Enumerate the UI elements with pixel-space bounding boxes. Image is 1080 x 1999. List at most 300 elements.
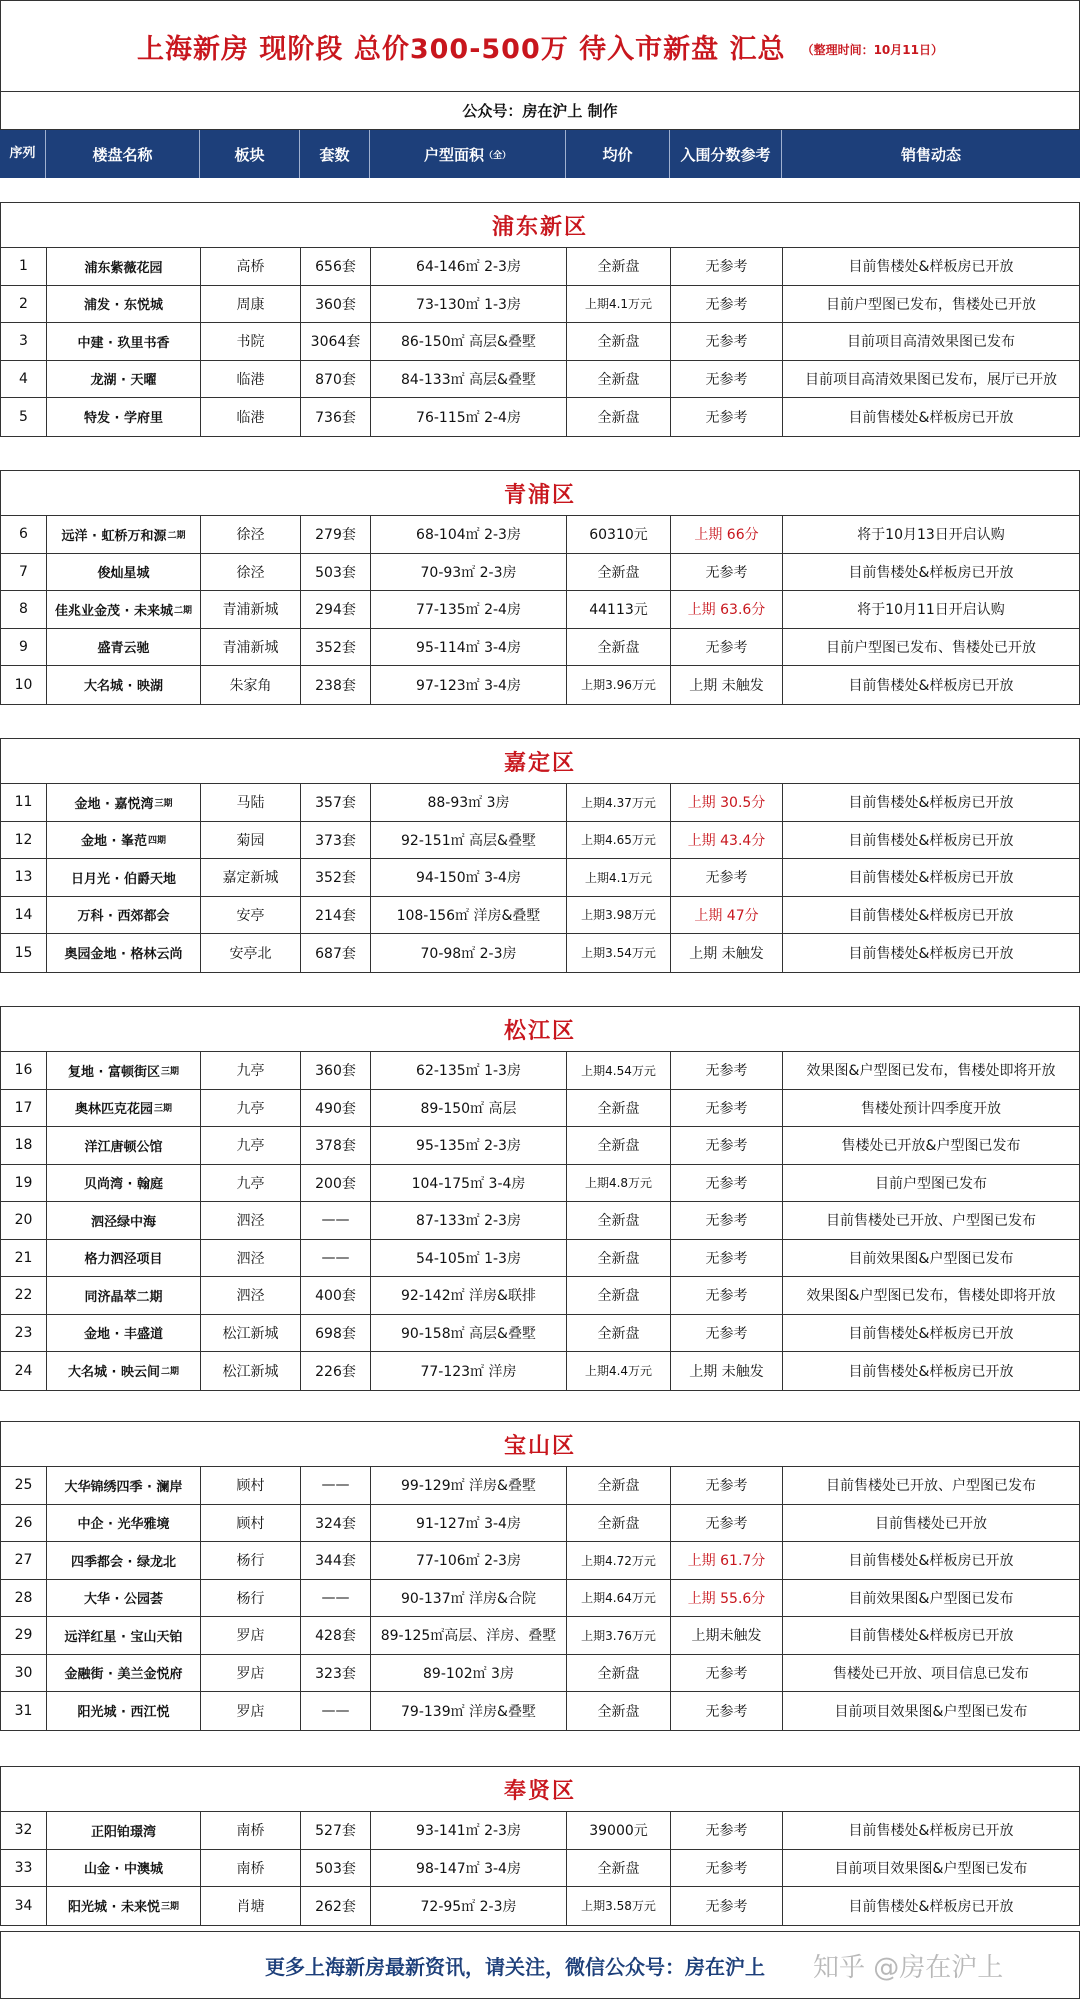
cell-score: 上期 66分: [671, 516, 783, 553]
cell-layout: 95-114㎡ 3-4房: [371, 629, 567, 666]
cell-area: 罗店: [201, 1655, 301, 1692]
project-name: 大名城 · 映云间: [67, 1365, 160, 1381]
cell-status: 目前效果图&户型图已发布: [848, 1250, 1014, 1267]
cell-name: [47, 1090, 201, 1127]
cell-area: 安亭: [201, 897, 301, 934]
project-name: 浦发 · 东悦城: [84, 298, 163, 314]
cell-name: [47, 1580, 201, 1617]
cell-layout: 79-139㎡ 洋房&叠墅: [371, 1692, 567, 1730]
table-row: [1, 1467, 1079, 1505]
cell-name: [47, 1165, 201, 1202]
cell-status: 目前售楼处&样板房已开放: [848, 259, 1014, 276]
col-score: 入围分数参考: [670, 130, 782, 178]
cell-status: 目前户型图已发布，售楼处已开放: [826, 296, 1036, 313]
cell-units: 736套: [301, 398, 371, 436]
cell-price: 全新盘: [567, 1655, 671, 1692]
column-header-row: [0, 130, 1080, 178]
table-row: [1, 1090, 1079, 1128]
cell-area: 松江新城: [201, 1315, 301, 1352]
cell-status: 目前效果图&户型图已发布: [848, 1590, 1014, 1607]
cell-price: 全新盘: [567, 1202, 671, 1239]
cell-units: 238套: [301, 666, 371, 704]
cell-seq: 34: [1, 1887, 47, 1925]
cell-units: 656套: [301, 248, 371, 285]
section-title: 松江区: [1, 1007, 1079, 1052]
cell-seq: 6: [1, 516, 47, 553]
cell-layout: 77-135㎡ 2-4房: [371, 591, 567, 628]
cell-layout: 89-102㎡ 3房: [371, 1655, 567, 1692]
table-row: [1, 1617, 1079, 1655]
table-row: [1, 629, 1079, 667]
cell-status: 目前售楼处&样板房已开放: [848, 945, 1014, 962]
project-name: 阳光城 · 未来悦: [67, 1900, 160, 1916]
project-name: 山金 · 中澳城: [84, 1862, 163, 1878]
project-name: 金融街 · 美兰金悦府: [64, 1667, 183, 1683]
cell-units: 324套: [301, 1505, 371, 1542]
cell-score: 无参考: [671, 398, 783, 436]
cell-area: 罗店: [201, 1617, 301, 1654]
cell-score: 上期 47分: [671, 897, 783, 934]
cell-status: 目前售楼处&样板房已开放: [848, 795, 1014, 812]
cell-price: 上期3.54万元: [567, 934, 671, 972]
cell-name: [47, 591, 201, 628]
project-name: 复地 · 富顿街区: [67, 1064, 160, 1080]
cell-units: ——: [301, 1692, 371, 1730]
cell-price: 全新盘: [567, 554, 671, 591]
table-row: [1, 1692, 1079, 1730]
cell-name: [47, 1505, 201, 1542]
cell-name: [47, 1850, 201, 1887]
section-title: 嘉定区: [1, 739, 1079, 784]
cell-area: 杨行: [201, 1542, 301, 1579]
cell-seq: 15: [1, 934, 47, 972]
cell-status: 效果图&户型图已发布，售楼处即将开放: [806, 1063, 1056, 1080]
cell-name: [47, 1315, 201, 1352]
cell-units: ——: [301, 1467, 371, 1504]
sheet-title: 上海新房 现阶段 总价300-500万 待入市新盘 汇总: [137, 33, 786, 65]
col-status: 销售动态: [900, 145, 961, 164]
table-row: [1, 1052, 1079, 1090]
project-name: 大华 · 公园荟: [84, 1592, 163, 1608]
cell-name: [47, 784, 201, 821]
project-phase: 三期: [154, 798, 173, 809]
cell-score: 无参考: [671, 361, 783, 398]
cell-seq: 13: [1, 859, 47, 896]
section-5: [0, 1766, 1080, 1926]
project-phase: 三期: [160, 1902, 179, 1913]
project-name: 奥园金地 · 格林云尚: [64, 947, 183, 963]
cell-seq: 5: [1, 398, 47, 436]
cell-price: 上期3.96万元: [567, 666, 671, 704]
cell-name: [47, 361, 201, 398]
cell-seq: 16: [1, 1052, 47, 1089]
cell-status: 目前项目高清效果图已发布: [847, 334, 1015, 351]
project-name: 金地 · 峯范: [80, 834, 147, 850]
cell-score: 无参考: [671, 1202, 783, 1239]
cell-layout: 90-137㎡ 洋房&合院: [371, 1580, 567, 1617]
cell-name: [47, 398, 201, 436]
cell-seq: 24: [1, 1352, 47, 1390]
project-name: 俊灿星城: [97, 566, 150, 582]
cell-area: 安亭北: [201, 934, 301, 972]
watermark: 知乎 @房在沪上: [813, 1952, 1004, 1983]
cell-score: 无参考: [671, 1052, 783, 1089]
section-title: 浦东新区: [1, 203, 1079, 248]
cell-layout: 89-125㎡高层、洋房、叠墅: [371, 1617, 567, 1654]
table-row: [1, 1505, 1079, 1543]
table-row: [1, 784, 1079, 822]
cell-layout: 72-95㎡ 2-3房: [371, 1887, 567, 1925]
cell-units: 226套: [301, 1352, 371, 1390]
cell-name: [47, 1812, 201, 1849]
cell-units: 870套: [301, 361, 371, 398]
cell-status: 售楼处预计四季度开放: [861, 1100, 1001, 1117]
cell-score: 无参考: [671, 629, 783, 666]
cell-seq: 23: [1, 1315, 47, 1352]
cell-status: 目前售楼处&样板房已开放: [848, 409, 1014, 426]
cell-units: 490套: [301, 1090, 371, 1127]
project-name: 洋江唐顿公馆: [84, 1139, 163, 1155]
cell-score: 无参考: [671, 1315, 783, 1352]
table-row: [1, 1542, 1079, 1580]
project-name: 格力泗泾项目: [84, 1252, 163, 1268]
cell-layout: 77-106㎡ 2-3房: [371, 1542, 567, 1579]
cell-price: 上期3.76万元: [567, 1617, 671, 1654]
table-row: [1, 554, 1079, 592]
cell-area: 九亭: [201, 1127, 301, 1164]
section-2: [0, 738, 1080, 973]
cell-units: 357套: [301, 784, 371, 821]
cell-seq: 12: [1, 822, 47, 859]
section-title: 奉贤区: [1, 1767, 1079, 1812]
project-name: 大华锦绣四季 · 澜岸: [64, 1479, 183, 1495]
cell-seq: 30: [1, 1655, 47, 1692]
project-phase: 二期: [160, 1367, 179, 1378]
table-row: [1, 666, 1079, 704]
project-name: 特发 · 学府里: [84, 411, 163, 427]
cell-name: [47, 666, 201, 704]
cell-name: [47, 822, 201, 859]
cell-area: 松江新城: [201, 1352, 301, 1390]
cell-seq: 9: [1, 629, 47, 666]
cell-units: 503套: [301, 1850, 371, 1887]
table-row: [1, 286, 1079, 324]
cell-status: 目前售楼处&样板房已开放: [848, 870, 1014, 887]
project-name: 中企 · 光华雅境: [77, 1517, 170, 1533]
cell-status: 效果图&户型图已发布，售楼处即将开放: [806, 1288, 1056, 1305]
project-name: 远洋红星 · 宝山天铂: [64, 1629, 183, 1645]
table-row: [1, 361, 1079, 399]
cell-name: [47, 1655, 201, 1692]
cell-area: 罗店: [201, 1692, 301, 1730]
cell-layout: 92-142㎡ 洋房&联排: [371, 1277, 567, 1314]
table-row: [1, 859, 1079, 897]
cell-name: [47, 554, 201, 591]
cell-score: 无参考: [671, 1655, 783, 1692]
cell-units: ——: [301, 1240, 371, 1277]
cell-layout: 90-158㎡ 高层&叠墅: [371, 1315, 567, 1352]
section-4: [0, 1421, 1080, 1731]
cell-layout: 89-150㎡ 高层: [371, 1090, 567, 1127]
cell-units: 352套: [301, 859, 371, 896]
cell-units: 373套: [301, 822, 371, 859]
cell-seq: 26: [1, 1505, 47, 1542]
cell-status: 目前售楼处&样板房已开放: [848, 1325, 1014, 1342]
cell-status: 目前售楼处&样板房已开放: [848, 832, 1014, 849]
cell-layout: 87-133㎡ 2-3房: [371, 1202, 567, 1239]
cell-area: 徐泾: [201, 554, 301, 591]
cell-area: 徐泾: [201, 516, 301, 553]
cell-units: ——: [301, 1202, 371, 1239]
cell-seq: 18: [1, 1127, 47, 1164]
cell-score: 上期 55.6分: [671, 1580, 783, 1617]
cell-seq: 31: [1, 1692, 47, 1730]
cell-units: 344套: [301, 1542, 371, 1579]
cell-layout: 88-93㎡ 3房: [371, 784, 567, 821]
cell-area: 顾村: [201, 1467, 301, 1504]
cell-price: 上期4.64万元: [567, 1580, 671, 1617]
project-name: 日月光 · 伯爵天地: [71, 871, 176, 887]
cell-seq: 11: [1, 784, 47, 821]
cell-layout: 76-115㎡ 2-4房: [371, 398, 567, 436]
cell-price: 上期4.4万元: [567, 1352, 671, 1390]
cell-score: 上期 30.5分: [671, 784, 783, 821]
cell-name: [47, 1692, 201, 1730]
project-name: 正阳铂璟湾: [90, 1824, 156, 1840]
cell-score: 上期 61.7分: [671, 1542, 783, 1579]
cell-price: 全新盘: [567, 629, 671, 666]
section-1: [0, 470, 1080, 705]
section-0: [0, 202, 1080, 437]
cell-name: [47, 897, 201, 934]
project-name: 奥林匹克花园: [74, 1102, 153, 1118]
cell-status: 目前售楼处&样板房已开放: [848, 1628, 1014, 1645]
cell-seq: 10: [1, 666, 47, 704]
cell-score: 无参考: [671, 248, 783, 285]
project-name: 大名城 · 映湖: [84, 679, 163, 695]
cell-status: 目前户型图已发布: [875, 1175, 987, 1192]
cell-area: 南桥: [201, 1850, 301, 1887]
cell-price: 全新盘: [567, 1505, 671, 1542]
cell-layout: 86-150㎡ 高层&叠墅: [371, 323, 567, 360]
project-name: 贝尚湾 · 翰庭: [84, 1177, 163, 1193]
table-row: [1, 591, 1079, 629]
cell-name: [47, 1542, 201, 1579]
cell-seq: 19: [1, 1165, 47, 1202]
cell-score: 上期 未触发: [671, 934, 783, 972]
cell-area: 南桥: [201, 1812, 301, 1849]
table-row: [1, 1812, 1079, 1850]
cell-name: [47, 859, 201, 896]
cell-layout: 108-156㎡ 洋房&叠墅: [371, 897, 567, 934]
cell-units: 428套: [301, 1617, 371, 1654]
cell-seq: 22: [1, 1277, 47, 1314]
cell-seq: 25: [1, 1467, 47, 1504]
cell-price: 全新盘: [567, 361, 671, 398]
cell-status: 将于10月11日开启认购: [857, 602, 1005, 619]
cell-units: 527套: [301, 1812, 371, 1849]
cell-price: 全新盘: [567, 1315, 671, 1352]
cell-price: 39000元: [567, 1812, 671, 1849]
cell-score: 无参考: [671, 1277, 783, 1314]
cell-score: 无参考: [671, 1692, 783, 1730]
cell-area: 朱家角: [201, 666, 301, 704]
cell-name: [47, 286, 201, 323]
cell-area: 马陆: [201, 784, 301, 821]
cell-score: 无参考: [671, 1505, 783, 1542]
project-name: 龙湖 · 天曜: [90, 373, 157, 389]
cell-area: 泗泾: [201, 1240, 301, 1277]
cell-units: 698套: [301, 1315, 371, 1352]
cell-score: 无参考: [671, 859, 783, 896]
cell-price: 全新盘: [567, 1277, 671, 1314]
cell-price: 全新盘: [567, 1467, 671, 1504]
cell-price: 上期3.98万元: [567, 897, 671, 934]
cell-name: [47, 1052, 201, 1089]
cell-seq: 7: [1, 554, 47, 591]
col-seq: 序列: [0, 130, 46, 178]
cell-status: 售楼处已开放、项目信息已发布: [833, 1665, 1029, 1682]
cell-area: 菊园: [201, 822, 301, 859]
cell-area: 高桥: [201, 248, 301, 285]
project-name: 中建 · 玖里书香: [77, 335, 170, 351]
cell-seq: 29: [1, 1617, 47, 1654]
table-row: [1, 897, 1079, 935]
project-name: 浦东紫薇花园: [84, 260, 163, 276]
cell-layout: 54-105㎡ 1-3房: [371, 1240, 567, 1277]
cell-name: [47, 934, 201, 972]
cell-status: 售楼处已开放&户型图已发布: [841, 1138, 1021, 1155]
cell-score: 上期未触发: [671, 1617, 783, 1654]
cell-seq: 4: [1, 361, 47, 398]
cell-score: 上期 未触发: [671, 1352, 783, 1390]
cell-layout: 95-135㎡ 2-3房: [371, 1127, 567, 1164]
sheet-header: [0, 0, 1080, 92]
cell-layout: 77-123㎡ 洋房: [371, 1352, 567, 1390]
project-phase: 四期: [147, 836, 166, 847]
cell-score: 无参考: [671, 1127, 783, 1164]
table-row: [1, 1127, 1079, 1165]
cell-price: 上期4.54万元: [567, 1052, 671, 1089]
project-name: 万科 · 西郊都会: [77, 909, 170, 925]
table-row: [1, 323, 1079, 361]
cell-layout: 99-129㎡ 洋房&叠墅: [371, 1467, 567, 1504]
col-name: 楼盘名称: [46, 130, 200, 178]
cell-layout: 64-146㎡ 2-3房: [371, 248, 567, 285]
cell-seq: 3: [1, 323, 47, 360]
cell-layout: 62-135㎡ 1-3房: [371, 1052, 567, 1089]
cell-score: 无参考: [671, 1240, 783, 1277]
cell-seq: 1: [1, 248, 47, 285]
cell-units: 400套: [301, 1277, 371, 1314]
table-row: [1, 1277, 1079, 1315]
cell-seq: 28: [1, 1580, 47, 1617]
cell-units: 214套: [301, 897, 371, 934]
cell-price: 上期3.58万元: [567, 1887, 671, 1925]
cell-status: 目前户型图已发布、售楼处已开放: [826, 639, 1036, 656]
cell-status: 目前售楼处&样板房已开放: [848, 677, 1014, 694]
cell-seq: 33: [1, 1850, 47, 1887]
cell-price: 上期4.8万元: [567, 1165, 671, 1202]
cell-name: [47, 1467, 201, 1504]
cell-name: [47, 248, 201, 285]
cell-units: 378套: [301, 1127, 371, 1164]
cell-price: 全新盘: [567, 1240, 671, 1277]
cell-name: [47, 323, 201, 360]
cell-name: [47, 1240, 201, 1277]
cell-price: 全新盘: [567, 1692, 671, 1730]
cell-layout: 94-150㎡ 3-4房: [371, 859, 567, 896]
cell-area: 九亭: [201, 1090, 301, 1127]
cell-units: 262套: [301, 1887, 371, 1925]
cell-units: 503套: [301, 554, 371, 591]
cell-status: 目前售楼处&样板房已开放: [848, 907, 1014, 924]
cell-status: 目前售楼处已开放、户型图已发布: [826, 1213, 1036, 1230]
table-row: [1, 398, 1079, 436]
cell-area: 九亭: [201, 1165, 301, 1202]
cell-score: 无参考: [671, 1165, 783, 1202]
cell-layout: 70-93㎡ 2-3房: [371, 554, 567, 591]
cell-area: 嘉定新城: [201, 859, 301, 896]
cell-seq: 21: [1, 1240, 47, 1277]
cell-name: [47, 516, 201, 553]
cell-price: 全新盘: [567, 1850, 671, 1887]
cell-name: [47, 1887, 201, 1925]
project-name: 金地 · 丰盛道: [84, 1327, 163, 1343]
section-3: [0, 1006, 1080, 1391]
cell-seq: 8: [1, 591, 47, 628]
table-row: [1, 934, 1079, 972]
cell-layout: 93-141㎡ 2-3房: [371, 1812, 567, 1849]
cell-seq: 20: [1, 1202, 47, 1239]
cell-layout: 73-130㎡ 1-3房: [371, 286, 567, 323]
cell-score: 上期 63.6分: [671, 591, 783, 628]
cell-layout: 68-104㎡ 2-3房: [371, 516, 567, 553]
cell-status: 目前项目效果图&户型图已发布: [834, 1860, 1028, 1877]
cell-price: 上期4.72万元: [567, 1542, 671, 1579]
cell-price: 全新盘: [567, 248, 671, 285]
cell-area: 九亭: [201, 1052, 301, 1089]
cell-seq: 27: [1, 1542, 47, 1579]
project-name: 四季都会 · 绿龙北: [71, 1554, 176, 1570]
col-price: 均价: [566, 130, 670, 178]
cell-status: 目前项目高清效果图已发布，展厅已开放: [805, 371, 1057, 388]
cell-units: ——: [301, 1580, 371, 1617]
cell-status: 目前售楼处&样板房已开放: [848, 1823, 1014, 1840]
table-row: [1, 1850, 1079, 1888]
cell-units: 360套: [301, 286, 371, 323]
cell-area: 临港: [201, 361, 301, 398]
table-row: [1, 1315, 1079, 1353]
cell-status: 目前售楼处&样板房已开放: [848, 1363, 1014, 1380]
project-name: 佳兆业金茂 · 未来城: [54, 603, 173, 619]
cell-layout: 70-98㎡ 2-3房: [371, 934, 567, 972]
cell-price: 60310元: [567, 516, 671, 553]
cell-name: [47, 1617, 201, 1654]
cell-name: [47, 1127, 201, 1164]
cell-score: 无参考: [671, 286, 783, 323]
cell-units: 279套: [301, 516, 371, 553]
cell-price: 全新盘: [567, 1090, 671, 1127]
cell-name: [47, 1352, 201, 1390]
cell-units: 3064套: [301, 323, 371, 360]
cell-layout: 104-175㎡ 3-4房: [371, 1165, 567, 1202]
cell-score: 无参考: [671, 554, 783, 591]
cell-area: 泗泾: [201, 1202, 301, 1239]
cell-area: 书院: [201, 323, 301, 360]
cell-name: [47, 1277, 201, 1314]
cell-area: 青浦新城: [201, 591, 301, 628]
